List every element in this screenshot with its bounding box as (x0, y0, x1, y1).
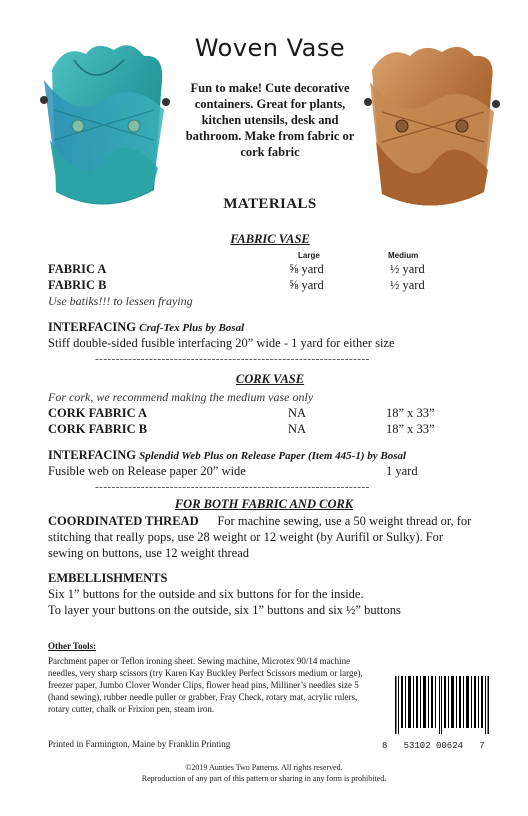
both-heading: FOR BOTH FABRIC AND CORK (174, 497, 354, 511)
interfacing-1 (48, 320, 244, 335)
page-title: Woven Vase (194, 34, 346, 62)
fabric-a-label: FABRIC A (48, 262, 107, 276)
interfacing-1-label: INTERFACING (48, 320, 136, 334)
other-tools-heading: Other Tools: (48, 641, 97, 651)
embellishments-line-1: Six 1” buttons for the outside and six buttons for for the inside. (48, 587, 364, 601)
barcode-digits: 8 53102 00624 7 (382, 741, 485, 751)
divider-1: ------------------------------------------------------------------ (95, 353, 370, 365)
interfacing-2 (48, 448, 488, 463)
other-tools-text: Parchment paper or Teflon ironing sheet. Sewing machine, Microtex 90/14 machine needles, very sharp scissors (try Karen Kay Buckley Perfect Scissors medium or large), freezer paper, Jumbo Clover Wonder Clips, flower head pins, Milliner’s needles size 5 (hand sewing), rubber needle puller or grabber, Fray Check, rotary mat, acrylic rulers, rotary cutter, chalk or Frixion pen, steam iron. (48, 656, 363, 714)
copyright-line-1: ©2019 Aunties Two Patterns. All rights reserved. (185, 763, 343, 772)
thread-label: COORDINATED THREAD (48, 514, 199, 528)
cork-vase-heading: CORK VASE (235, 372, 305, 386)
interfacing-2-product: Splendid Web Plus on Release Paper (Item 445-1) by Bosal (139, 450, 407, 462)
cork-a-large: NA (288, 406, 307, 420)
cork-b-medium: 18” x 33” (386, 422, 435, 436)
cork-a-medium: 18” x 33” (386, 406, 435, 420)
fabric-a-medium: ½ yard (390, 262, 425, 276)
cork-b-label: CORK FABRIC B (48, 422, 148, 436)
fabric-a-large: ⅝ yard (289, 262, 324, 276)
divider-2: ------------------------------------------------------------------ (95, 481, 370, 493)
fabric-b-large: ⅝ yard (289, 278, 324, 292)
interfacing-2-label: INTERFACING (48, 448, 136, 462)
cork-note: For cork, we recommend making the medium vase only (48, 390, 314, 404)
intro-text: Fun to make! Cute decorative containers. Great for plants, kitchen utensils, desk and bathroom. Make from fabric or cork fabric (185, 81, 355, 159)
embellishments-label: EMBELLISHMENTS (48, 571, 168, 585)
fabric-b-label: FABRIC B (48, 278, 107, 292)
copyright-line-2: Reproduction of any part of this pattern or sharing in any form is prohibited. (141, 774, 387, 783)
cork-vase-image (362, 42, 502, 214)
embellishments-line-2: To layer your buttons on the outside, six 1” buttons and six ½” buttons (48, 603, 401, 617)
cork-a-label: CORK FABRIC A (48, 406, 148, 420)
cork-b-large: NA (288, 422, 307, 436)
interfacing-1-product: Craf-Tex Plus by Bosal (139, 322, 245, 334)
col-medium-header: Medium (388, 251, 419, 260)
interfacing-2-amount: 1 yard (386, 464, 418, 478)
batik-note: Use batiks!!! to lessen fraying (48, 294, 193, 308)
fabric-vase-heading: FABRIC VASE (230, 232, 310, 246)
interfacing-2-desc: Fusible web on Release paper 20” wide (48, 464, 246, 478)
interfacing-1-desc: Stiff double-sided fusible interfacing 20” wide - 1 yard for either size (48, 336, 395, 350)
col-large-header: Large (298, 251, 320, 260)
materials-heading: MATERIALS (223, 196, 317, 212)
teal-fabric-vase-image (34, 40, 174, 212)
printed-by: Printed in Farmington, Maine by Franklin Printing (48, 739, 231, 749)
thread-text: For machine sewing, use a 50 weight thread or, for stitching that really pops, use 28 weight or 12 weight (by Aurifil or Sulky). For sewing on buttons, use 12 weight thread (48, 514, 472, 560)
thread-paragraph (48, 513, 478, 561)
barcode-image (395, 676, 489, 734)
fabric-b-medium: ½ yard (390, 278, 425, 292)
embellishments-block (48, 570, 478, 618)
